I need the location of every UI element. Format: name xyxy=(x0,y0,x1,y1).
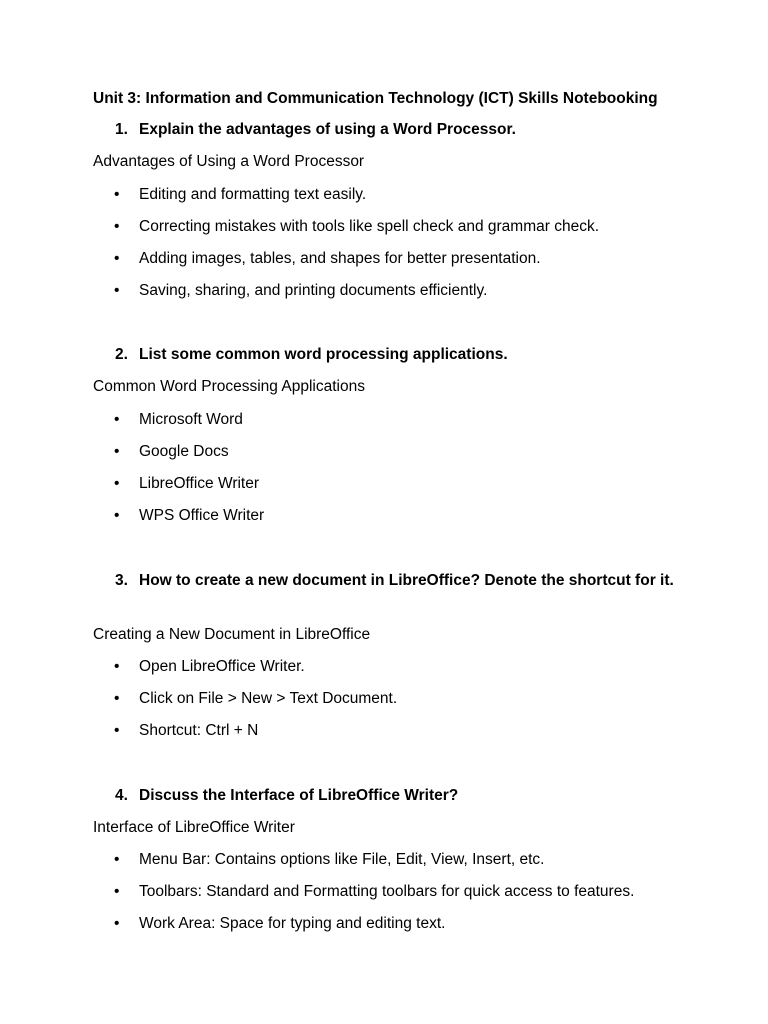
list-item: Work Area: Space for typing and editing text. xyxy=(139,915,446,932)
bullet-icon: • xyxy=(114,690,120,707)
bullet-icon: • xyxy=(114,915,120,932)
list-item: Microsoft Word xyxy=(139,411,243,428)
bullet-icon: • xyxy=(114,658,120,675)
bullet-icon: • xyxy=(114,722,120,739)
question-number: 4. xyxy=(115,787,128,804)
document-title: Unit 3: Information and Communication Technology (ICT) Skills Notebooking xyxy=(93,90,658,107)
question-text: Discuss the Interface of LibreOffice Writer? xyxy=(139,787,459,804)
list-item: WPS Office Writer xyxy=(139,507,265,524)
list-item: Toolbars: Standard and Formatting toolbars for quick access to features. xyxy=(139,883,635,900)
bullet-icon: • xyxy=(114,218,120,235)
list-item: Menu Bar: Contains options like File, Edit, View, Insert, etc. xyxy=(139,851,545,868)
bullet-icon: • xyxy=(114,851,120,868)
list-item: Open LibreOffice Writer. xyxy=(139,658,305,675)
list-item: Adding images, tables, and shapes for better presentation. xyxy=(139,250,541,267)
bullet-icon: • xyxy=(114,186,120,203)
section-heading: Common Word Processing Applications xyxy=(93,378,365,395)
list-item: Shortcut: Ctrl + N xyxy=(139,722,259,739)
bullet-icon: • xyxy=(114,282,120,299)
bullet-icon: • xyxy=(114,475,120,492)
section-heading: Interface of LibreOffice Writer xyxy=(93,819,295,836)
section-heading: Advantages of Using a Word Processor xyxy=(93,153,365,170)
bullet-icon: • xyxy=(114,507,120,524)
bullet-icon: • xyxy=(114,411,120,428)
section-heading: Creating a New Document in LibreOffice xyxy=(93,626,371,643)
list-item: LibreOffice Writer xyxy=(139,475,260,492)
list-item: Google Docs xyxy=(139,443,229,460)
list-item: Click on File > New > Text Document. xyxy=(139,690,398,707)
bullet-icon: • xyxy=(114,250,120,267)
list-item: Correcting mistakes with tools like spell check and grammar check. xyxy=(139,218,600,235)
bullet-icon: • xyxy=(114,883,120,900)
list-item: Saving, sharing, and printing documents efficiently. xyxy=(139,282,488,299)
question-number: 2. xyxy=(115,346,128,363)
question-text: How to create a new document in LibreOffice? Denote the shortcut for it. xyxy=(139,572,674,589)
question-text: List some common word processing applications. xyxy=(139,346,508,363)
question-text: Explain the advantages of using a Word Processor. xyxy=(139,121,516,138)
question-number: 1. xyxy=(115,121,128,138)
bullet-icon: • xyxy=(114,443,120,460)
question-number: 3. xyxy=(115,572,128,589)
list-item: Editing and formatting text easily. xyxy=(139,186,367,203)
